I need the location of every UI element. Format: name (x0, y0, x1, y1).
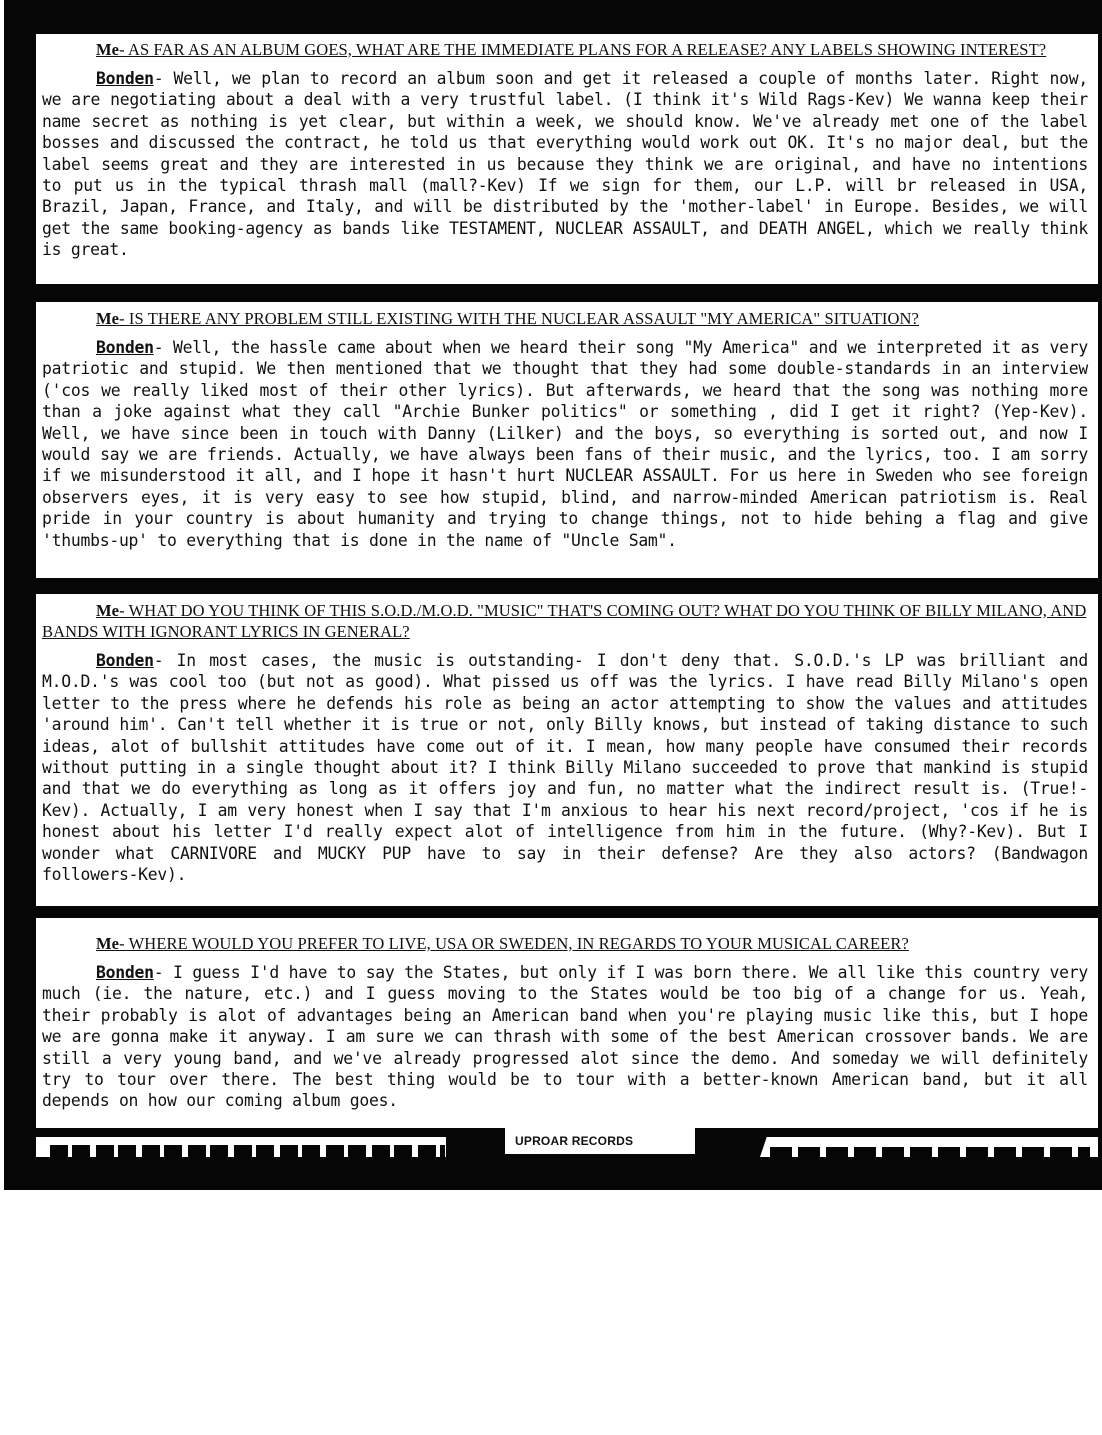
answer-text: - I guess I'd have to say the States, but only if I was born there. We all like this country very much (ie. the nature, etc.) and I guess moving to the States would be too big of a change for us. Yeah, their probably is alot of advantages being an American band when you're playing music like this, but I hope we are gonna make it anyway. I am sure we can thrash with some of the best American crossover bands. We are still a very young band, and we've already progressed alot since the demo. And someday we will definitely try to tour over there. The best thing would be to tour with a better-known American band, but it all depends on how our coming album goes. (42, 963, 1088, 1111)
question-3 (42, 600, 1088, 642)
question-4 (42, 933, 1088, 954)
answer-2 (42, 337, 1088, 551)
answer-speaker: Bonden (96, 69, 154, 88)
answer-4 (42, 962, 1088, 1112)
answer-1 (42, 68, 1088, 261)
answer-text: - In most cases, the music is outstanding- I don't deny that. S.O.D.'s LP was brilliant and M.O.D.'s was cool too (but not as good). What pissed us off was the lyrics. I have read Billy Milano's open letter to the press where he defends his role as being an actor attempting to show the values and attitudes 'around him'. Can't tell whether it is true or not, only Billy knows, but instead of taking distance to such ideas, alot of bullshit attitudes have come out of it. I mean, how many people have consumed their records without putting in a single thought about it? I think Billy Milano succeeded to prove that mankind is stupid and that we do everything as long as it offers joy and fun, no matter what the indirect result is. (True!-Kev). Actually, I am very honest when I say that I'm anxious to hear his next record/project, 'cos if he is honest about his letter I'd really expect alot of intelligence from him in the future. (Why?-Kev). But I wonder what CARNIVORE and MUCKY PUP have to say in their defense? Are they also actors? (Bandwagon followers-Kev). (42, 651, 1088, 885)
interview-section-1 (36, 34, 1098, 284)
interview-section-2 (36, 302, 1098, 578)
answer-3 (42, 650, 1088, 885)
answer-speaker: Bonden (96, 338, 154, 357)
question-text: - WHERE WOULD YOU PREFER TO LIVE, USA OR SWEDEN, IN REGARDS TO YOUR MUSICAL CAREER? (119, 934, 909, 953)
answer-speaker: Bonden (96, 651, 154, 670)
interview-section-3 (36, 594, 1098, 906)
question-text: - AS FAR AS AN ALBUM GOES, WHAT ARE THE IMMEDIATE PLANS FOR A RELEASE? ANY LABELS SHOWING INTEREST? (119, 40, 1047, 59)
banner-letters-fragment (770, 1147, 1090, 1157)
cut-off-banner-left (36, 1137, 446, 1157)
question-1 (42, 39, 1088, 60)
question-speaker: Me (96, 601, 120, 620)
uproar-records-label: UPROAR RECORDS (505, 1128, 695, 1154)
banner-letters-fragment (50, 1145, 445, 1157)
question-text: - IS THERE ANY PROBLEM STILL EXISTING WITH THE NUCLEAR ASSAULT "MY AMERICA" SITUATION? (119, 309, 919, 328)
interview-section-4 (36, 918, 1098, 1128)
question-speaker: Me (96, 934, 120, 953)
answer-text: - Well, the hassle came about when we heard their song "My America" and we interpreted it as very patriotic and stupid. We then mentioned that we thought that they had some double-standards in an interview ('cos we really liked most of their other lyrics). But afterwards, we heard that the song was nothing more than a joke against what they call "Archie Bunker politics" or something , did I get it right? (Yep-Kev). Well, we have since been in touch with Danny (Lilker) and the boys, so everything is sorted out, and now I would say we are friends. Actually, we have always been fans of their music, and the lyrics, too. I am sorry if we misunderstood it all, and I hope it hasn't hurt NUCLEAR ASSAULT. For us here in Sweden who see foreign observers eyes, it is very easy to see how stupid, blind, and narrow-minded American patriotism is. Real pride in your country is about humanity and trying to change things, not to hide behing a flag and give 'thumbs-up' to everything that is done in the name of "Uncle Sam". (42, 338, 1088, 550)
question-2 (42, 308, 1088, 329)
answer-text: - Well, we plan to record an album soon and get it released a couple of months later. Right now, we are negotiating about a deal with a very trustful label. (I think it's Wild Rags-Kev) We wanna keep their name secret as nothing is yet clear, but within a week, we should know. We've already met one of the label bosses and discussed the contract, he told us that everything would work out OK. It's no major deal, but the label seems great and they are interested in us because they think we are original, and have no intentions to put us in the typical thrash mall (mall?-Kev) If we sign for them, our L.P. will br released in USA, Brazil, Japan, France, and Italy, and will be distributed by the 'mother-label' in Europe. Besides, we will get the same booking-agency as bands like TESTAMENT, NUCLEAR ASSAULT, and DEATH ANGEL, which we really think is great. (42, 69, 1088, 260)
answer-speaker: Bonden (96, 963, 154, 982)
cut-off-banner-right (760, 1137, 1098, 1157)
question-text: - WHAT DO YOU THINK OF THIS S.O.D./M.O.D. "MUSIC" THAT'S COMING OUT? WHAT DO YOU THINK OF BILLY MILANO, AND BANDS WITH IGNORANT LYRICS IN GENERAL? (42, 601, 1087, 641)
question-speaker: Me (96, 40, 120, 59)
question-speaker: Me (96, 309, 120, 328)
